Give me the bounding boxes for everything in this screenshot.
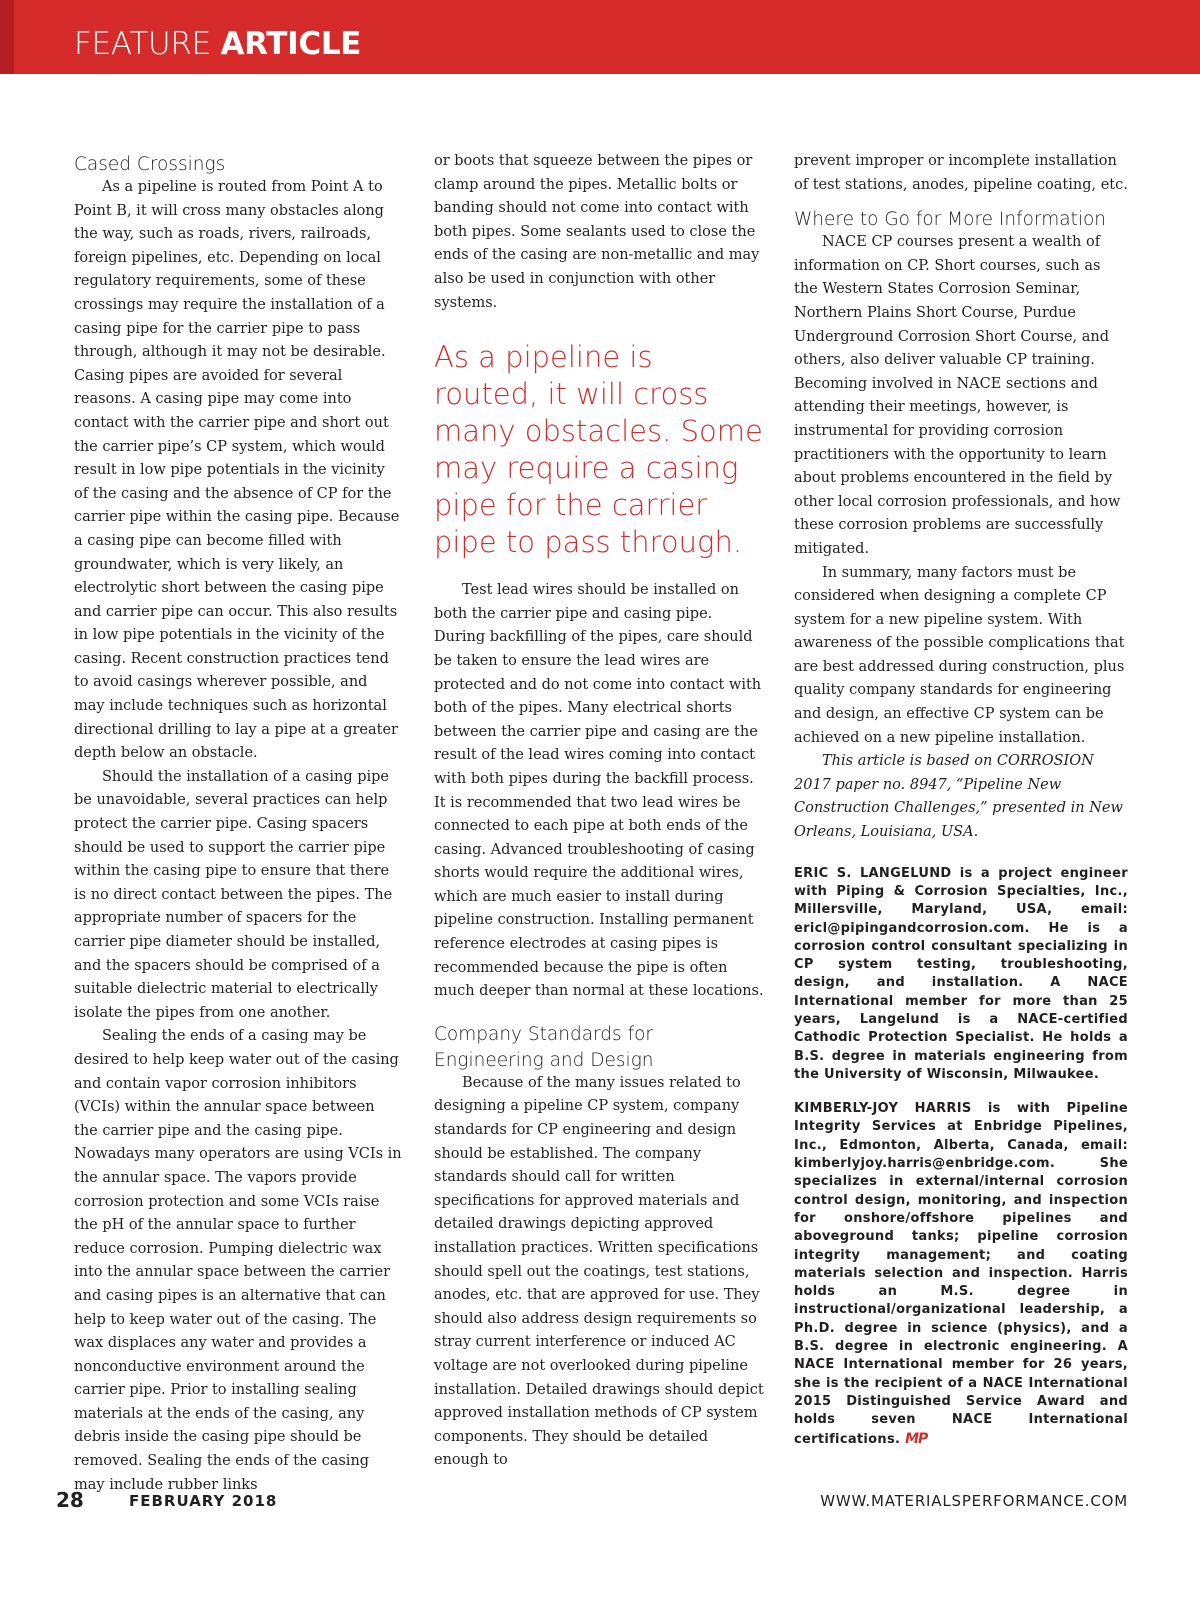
page-number: 28 [56, 1488, 84, 1512]
issue-date: FEBRUARY 2018 [129, 1492, 278, 1510]
website-url: WWW.MATERIALSPERFORMANCE.COM [820, 1492, 1128, 1510]
mp-end-mark-icon: MP [905, 1430, 928, 1447]
heading-cased-crossings: Cased Crossings [74, 154, 226, 175]
heading-more-information: Where to Go for More Information [794, 209, 1106, 231]
author-bio-langelund: ERIC S. LANGELUND is a project engineer with Piping & Corrosion Specialties, Inc., Millersville, Maryland, USA, email: ericl@pipingandcorrosion.com. He is a corrosion control consultant specializing in CP system testing, troubleshooting, design, and installation. A NACE International member for more than 25 years, Langelund is a NACE-certified Cathodic Protection Specialist. He holds a B.S. degree in materials engineering from the University of Wisconsin, Milwaukee. [794, 865, 1128, 1082]
paragraph: or boots that squeeze between the pipes or clamp around the pipes. Metallic bolts or banding should not come into contact with both pipes. Some sealants used to close the ends of the casing are non-metallic and may also be used in conjunction with other systems. [434, 153, 760, 311]
paragraph: Because of the many issues related to designing a pipeline CP system, company standards for CP engineering and design should be established. The company standards should call for written specifications for approved materials and detailed drawings depicting approved installation practices. Written specifications should spell out the coatings, test stations, anodes, etc. that are approved for use. They should also address design requirements so stray current interference or induced AC voltage are not overlooked during pipeline installation. Detailed drawings should depict approved installation methods of CP system components. They should be detailed enough to [434, 1074, 764, 1469]
pull-quote: As a pipeline is routed, it will cross many obstacles. Some may require a casing pipe for the carrier pipe to pass through. [434, 340, 763, 560]
paragraph: As a pipeline is routed from Point A to Point B, it will cross many obstacles along the way, such as roads, rivers, railroads, foreign pipelines, etc. Depending on local regulatory requirements, some of these crossings may require the installation of a casing pipe for the carrier pipe to pass through, although it may not be desirable. Casing pipes are avoided for several reasons. A casing pipe may come into contact with the carrier pipe and short out the carrier pipe’s CP system, which would result in low pipe potentials in the vicinity of the casing and the absence of CP for the carrier pipe within the casing pipe. Because a casing pipe can become filled with groundwater, which is very likely, an electrolytic short between the casing pipe and carrier pipe can occur. This also results in low pipe potentials in the vicinity of the casing. Recent construction practices tend to avoid casings wherever possible, and may include techniques such as horizontal directional drilling to lay a pipe at a greater depth below an obstacle. [74, 179, 400, 762]
paragraph: Test lead wires should be installed on both the carrier pipe and casing pipe. During backfilling of the pipes, care should be taken to ensure the lead wires are protected and do not come into contact with both of the pipes. Many electrical shorts between the carrier pipe and casing are the result of the lead wires coming into contact with both pipes during the backfill process. It is recommended that two lead wires be connected to each pipe at both ends of the casing. Advanced troubleshooting of casing shorts would require the additional wires, which are much easier to install during pipeline construction. Installing permanent reference electrodes at casing pipes is recommended because the pipe is often much deeper than normal at these locations. [434, 582, 764, 1000]
section-title [74, 24, 361, 64]
paragraph: In summary, many factors must be considered when designing a complete CP system for a new pipeline system. With awareness of the possible complications that are best addressed during construction, plus quality company standards for engineering and design, an effective CP system can be achieved on a new pipeline installation. [794, 564, 1125, 746]
heading-company-standards: Company Standards for Engineering and Design [434, 1023, 654, 1071]
column-3 [794, 150, 1128, 1449]
banner-edge [0, 0, 14, 74]
column-1 [74, 150, 402, 1497]
paragraph: prevent improper or incomplete installation of test stations, anodes, pipeline coating, etc. [794, 153, 1128, 193]
author-bio-harris [794, 1100, 1128, 1449]
section-banner [0, 0, 1200, 74]
section-title-bold: ARTICLE [220, 26, 362, 62]
paragraph: Sealing the ends of a casing may be desired to help keep water out of the casing and contain vapor corrosion inhibitors (VCIs) within the annular space between the carrier pipe and the casing pipe. Nowadays many operators are using VCIs in the annular space. The vapors provide corrosion protection and some VCIs raise the pH of the annular space to further reduce corrosion. Pumping dielectric wax into the annular space between the carrier and casing pipes is an alternative that can help to keep water out of the casing. The wax displaces any water and provides a nonconductive environment around the carrier pipe. Prior to installing sealing materials at the ends of the casing, any debris inside the casing pipe should be removed. Sealing the ends of the casing may include rubber links [74, 1028, 402, 1493]
paragraph: NACE CP courses present a wealth of information on CP. Short courses, such as the Western States Corrosion Seminar, Northern Plains Short Course, Purdue Underground Corrosion Short Course, and others, also deliver valuable CP training. Becoming involved in NACE sections and attending their meetings, however, is instrumental for providing corrosion practitioners with the opportunity to learn about problems encountered in the field by other local corrosion professionals, and how these corrosion problems are successfully mitigated. [794, 234, 1121, 557]
column-2 [434, 150, 764, 1473]
section-title-light: FEATURE [74, 26, 211, 62]
author-bio-harris-text: KIMBERLY-JOY HARRIS is with Pipeline Integrity Services at Enbridge Pipelines, Inc., Edmonton, Alberta, Canada, email: kimberlyjoy.harris@enbridge.com. She specializes in external/internal corrosion control design, monitoring, and inspection for onshore/offshore pipelines and aboveground tanks; pipeline corrosion integrity management; and coating materials selection and inspection. Harris holds an M.S. degree in instructional/organizational leadership, a Ph.D. degree in science (physics), and a B.S. degree in electronic engineering. A NACE International member for 26 years, she is the recipient of a NACE International 2015 Distinguished Service Award and holds seven NACE International certifications. [794, 1101, 1128, 1447]
paragraph: Should the installation of a casing pipe be unavoidable, several practices can help protect the carrier pipe. Casing spacers should be used to support the carrier pipe within the casing pipe to ensure that there is no direct contact between the pipes. The appropriate number of spacers for the carrier pipe diameter should be installed, and the spacers should be comprised of a suitable dielectric material to electrically isolate the pipes from one another. [74, 768, 393, 1021]
article-source-note: This article is based on CORROSION 2017 paper no. 8947, “Pipeline New Construction Challenges,” presented in New Orleans, Louisiana, USA. [794, 753, 1123, 841]
